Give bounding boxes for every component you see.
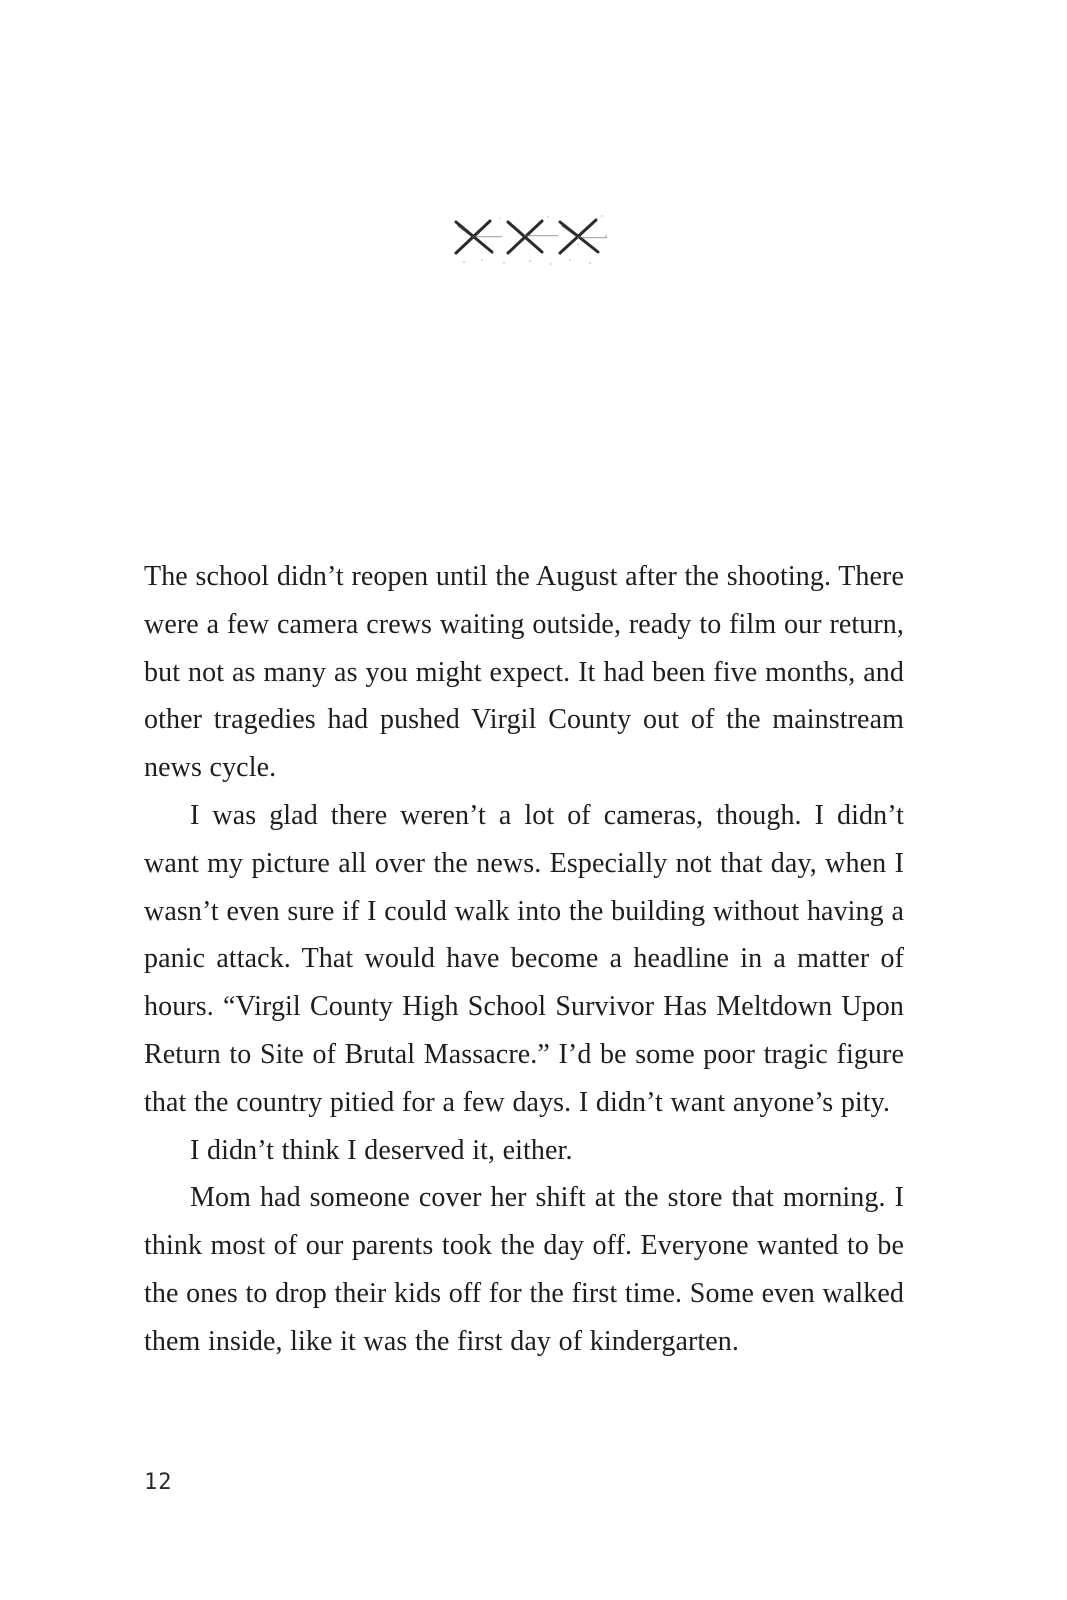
- scene-break-xxx-icon: [452, 212, 612, 268]
- paragraph: I didn’t think I deserved it, either.: [190, 1134, 573, 1166]
- body-text: [144, 553, 904, 1366]
- paragraph: I was glad there weren’t a lot of cameras, though. I didn’t want my picture all over the news. Especially not that day, when I wasn’t even sure if I could walk into the building without having a panic attack. That would have become a headline in a matter of hours. “Virgil County High School Survivor Has Meltdown Upon Return to Site of Brutal Massacre.” I’d be some poor tragic figure that the country pitied for a few days. I didn’t want anyone’s pity.: [144, 799, 904, 1118]
- paragraph: Mom had someone cover her shift at the store that morning. I think most of our parents took the day off. Everyone wanted to be the ones to drop their kids off for the first time. Some even walked them inside, like it was the first day of kindergarten.: [144, 1182, 904, 1357]
- page-number: 12: [144, 1470, 173, 1495]
- paragraph: The school didn’t reopen until the August after the shooting. There were a few camera crews waiting outside, ready to film our return, but not as many as you might expect. It had been five months, and other tragedies had pushed Virgil County out of the mainstream news cycle.: [144, 561, 904, 784]
